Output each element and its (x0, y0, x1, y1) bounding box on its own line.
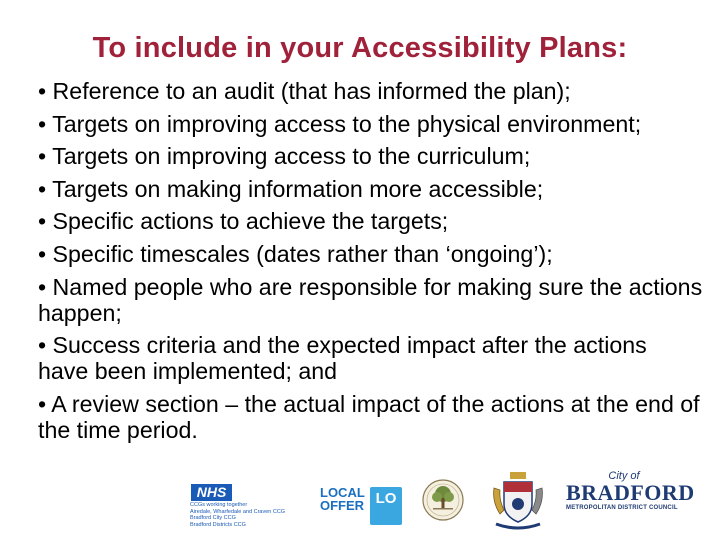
bullet-list (38, 78, 703, 449)
page-title: To include in your Accessibility Plans: (92, 32, 628, 64)
nhs-line: CCGs working together (190, 502, 248, 508)
list-item: • Named people who are responsible for making sure the actions happen; (38, 273, 703, 326)
list-item: • Reference to an audit (that has informed the plan); (38, 78, 571, 104)
nhs-logo: NHS (191, 484, 232, 501)
nhs-line: Bradford Districts CCG (190, 521, 246, 528)
local-offer-line: LOCAL (320, 485, 365, 500)
list-item: • Specific actions to achieve the targets; (38, 208, 449, 235)
bradford-council-logo (566, 470, 695, 512)
list-item: • Specific timescales (dates rather than ‘ongoing’); (38, 240, 553, 267)
council-label: METROPOLITAN DISTRICT COUNCIL (566, 505, 678, 511)
list-item: • Targets on improving access to the physical environment; (38, 110, 642, 137)
local-offer-logo (320, 486, 368, 512)
city-of-label: City of (608, 470, 640, 482)
nhs-line: Bradford City CCG (190, 515, 236, 521)
list-item: • Targets on making information more accessible; (38, 175, 544, 202)
nhs-ccg-text (190, 502, 300, 528)
nhs-line: Airedale, Wharfedale and Craven CCG (190, 508, 286, 515)
bradford-name: BRADFORD (566, 480, 695, 505)
local-offer-badge: LO (370, 487, 402, 525)
local-offer-line: OFFER (320, 498, 365, 513)
list-item: • Success criteria and the expected impact after the actions have been implemented; and (38, 332, 647, 385)
list-item: • A review section – the actual impact of the actions at the end of the time period. (38, 390, 700, 443)
list-item: • Targets on improving access to the curriculum; (38, 143, 531, 170)
bradford-crest-icon (488, 470, 548, 532)
tree-logo-icon (420, 478, 466, 522)
